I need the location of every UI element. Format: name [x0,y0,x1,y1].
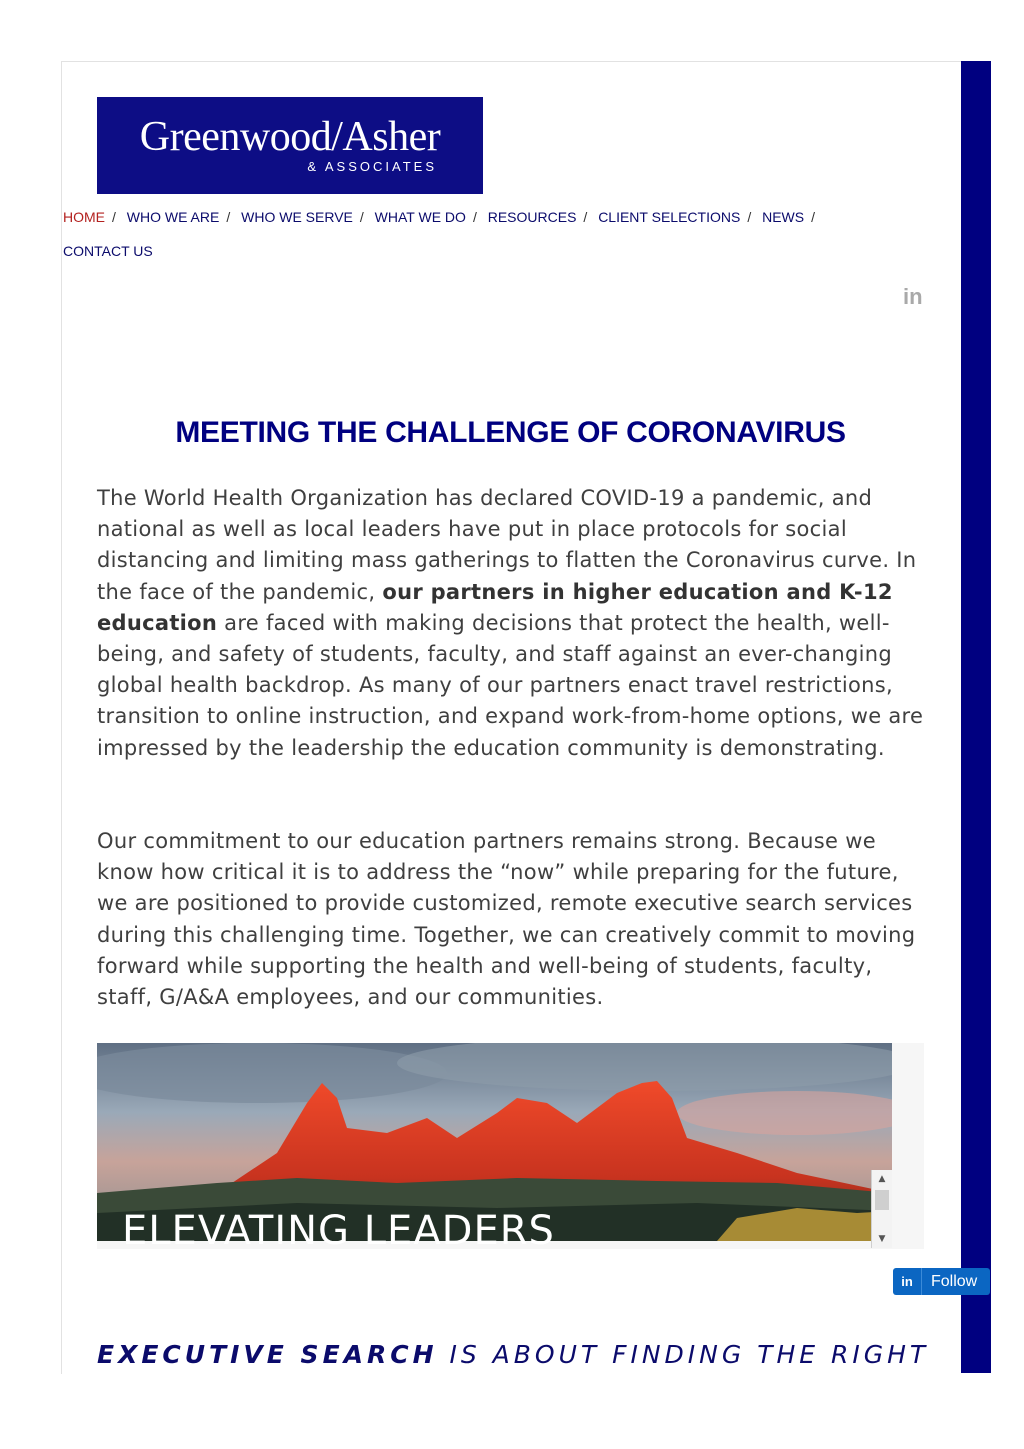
hero-caption: ELEVATING LEADERS [122,1208,555,1254]
linkedin-icon[interactable]: in [903,284,923,309]
nav-who-we-are[interactable]: WHO WE ARE [126,209,220,225]
nav-client-selections[interactable]: CLIENT SELECTIONS [598,209,741,225]
main-nav [63,200,883,268]
scroll-down-icon[interactable]: ▼ [878,1234,886,1244]
scroll-up-icon[interactable]: ▲ [878,1174,886,1184]
hero-frame-edge [892,1043,924,1249]
nav-who-we-serve[interactable]: WHO WE SERVE [241,209,353,225]
logo-subtitle: & ASSOCIATES [307,159,437,174]
nav-home[interactable]: HOME [63,209,105,225]
nav-separator: / [112,209,116,225]
nav-separator: / [472,209,477,225]
nav-separator: / [811,209,815,225]
site-logo[interactable] [97,97,483,194]
tagline-bold: EXECUTIVE SEARCH [97,1340,438,1369]
nav-what-we-do[interactable]: WHAT WE DO [374,209,466,225]
article-paragraph-2: Our commitment to our education partners remains strong. Because we know how critical it is to address the “now” while preparing for the future, we are positioned to provide customized, remote executive search services during this challenging time. Together, we can creatively commit to moving forward while supporting the health and well-being of students, faculty, staff, G/A&A employees, and our communities. [97,829,916,1010]
logo-wordmark: Greenwood/Asher [139,114,441,160]
article-paragraph-1 [97,483,927,764]
nav-resources[interactable]: RESOURCES [487,209,577,225]
linkedin-icon: in [893,1268,922,1295]
nav-separator: / [583,209,588,225]
tagline [97,1340,929,1369]
follow-label: Follow [931,1273,978,1290]
nav-separator: / [226,209,231,225]
p1-text-b: are faced with making decisions that protect the health, well-being, and safety of students, faculty, and staff against an ever-changing global health backdrop. As many of our partners enact travel restrictions, transition to online instruction, and expand work-from-home options, we are impressed by the leadership the education community is demonstrating. [97,610,924,760]
page-title: MEETING THE CHALLENGE OF CORONAVIRUS [175,416,846,449]
scroll-thumb[interactable] [875,1190,889,1210]
nav-news[interactable]: NEWS [762,209,805,225]
linkedin-follow-button[interactable] [893,1268,990,1295]
right-accent-bar [961,61,991,1373]
p1-text-a: The World Health Organization has declared COVID-19 a pandemic, and national as well as local leaders have put in place protocols for social distancing and limiting mass gatherings to flatten the Coronavirus curve. In the face of the pandemic, [97,486,917,604]
nav-separator: / [747,209,752,225]
hero-scrollbar[interactable] [871,1170,892,1248]
p1-text-bold: our partners in higher education and K-12 education [97,579,893,635]
nav-separator: / [359,209,364,225]
tagline-rest: IS ABOUT FINDING THE RIGHT [437,1340,930,1369]
nav-contact-us[interactable]: CONTACT US [63,243,153,259]
